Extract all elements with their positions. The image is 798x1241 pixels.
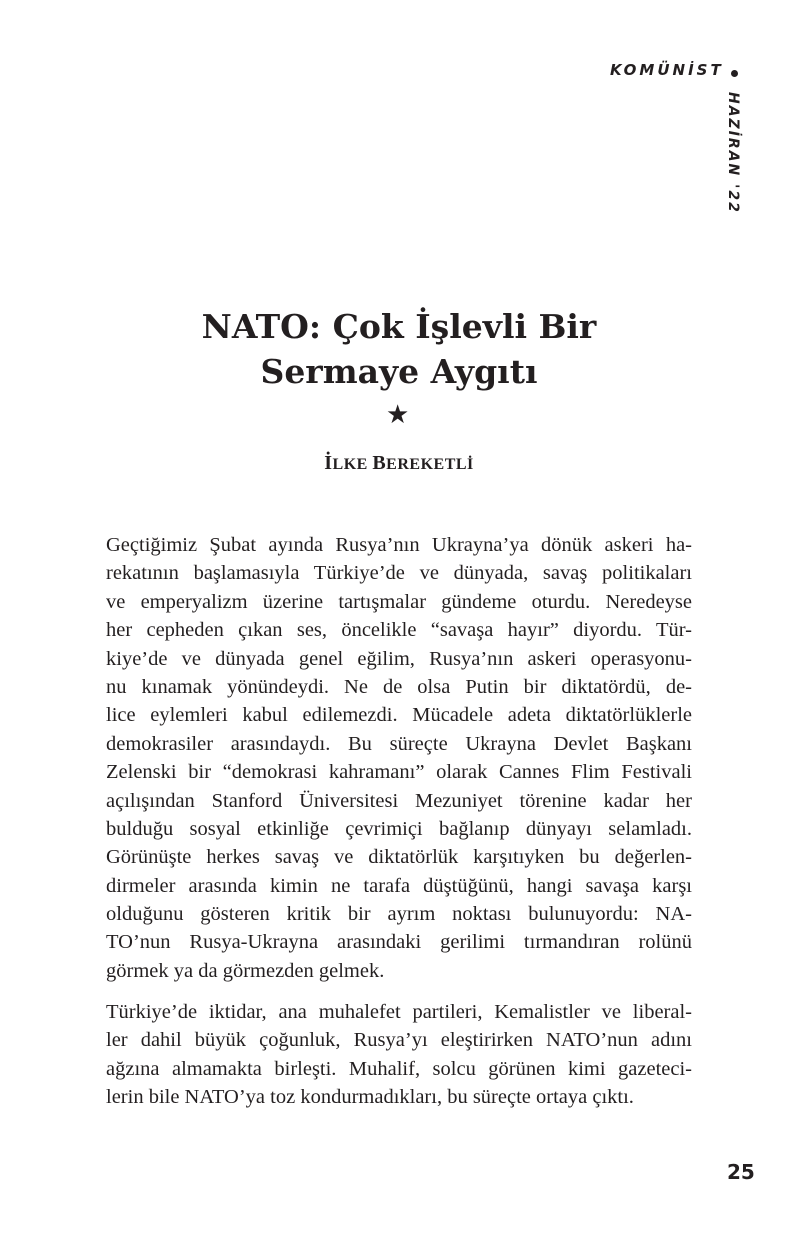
author-last: EREKETLİ <box>386 456 474 473</box>
article-author <box>0 452 798 475</box>
author-initial: İ <box>324 452 333 474</box>
text-line: bulduğu sosyal etkinliğe çevrimiçi bağlanıp dünyayı selamladı. <box>106 817 692 840</box>
text-line: ler dahil büyük çoğunluk, Rusya’yı eleştirirken NATO’nun adını <box>106 1029 692 1052</box>
title-line: Sermaye Aygıtı <box>260 352 538 391</box>
text-line: lice eylemleri kabul edilemezdi. Mücadele adeta diktatörlüklerle <box>106 704 692 727</box>
paragraph-1 <box>106 531 692 985</box>
text-line: ve emperyalizm üzerine tartışmalar gündeme oturdu. Neredeyse <box>106 590 692 613</box>
text-line: Görünüşte herkes savaş ve diktatörlük karşıtıyken bu değerlen- <box>106 846 692 869</box>
separator-dot <box>731 70 738 77</box>
text-line: rekatının başlamasıyla Türkiye’de ve dünyada, savaş politikaları <box>106 562 692 585</box>
issue-date: HAZİRAN '22 <box>725 92 741 214</box>
text-line: ağzına almamakta birleşti. Muhalif, solcu görünen kimi gazeteci- <box>106 1057 692 1080</box>
page-number: 25 <box>727 1160 755 1184</box>
text-line: nu kınamak yönündeydi. Ne de olsa Putin bir diktatördü, de- <box>106 675 692 698</box>
text-line: Zelenski bir “demokrasi kahramanı” olarak Cannes Flim Festivali <box>106 761 692 784</box>
text-line: TO’nun Rusya-Ukrayna arasındaki gerilimi tırmandıran rolünü <box>106 931 692 954</box>
text-line: açılışından Stanford Üniversitesi Mezuniyet törenine kadar her <box>106 789 692 812</box>
article-title <box>0 304 798 394</box>
text-line: görmek ya da görmezden gelmek. <box>106 959 385 982</box>
magazine-name: KOMÜNİST <box>610 61 724 79</box>
text-line: olduğunu gösteren kritik bir ayrım noktası bulunuyordu: NA- <box>106 903 692 926</box>
title-line: NATO: Çok İşlevli Bir <box>201 307 597 346</box>
author-last-initial: B <box>372 452 387 474</box>
text-line: Geçtiğimiz Şubat ayında Rusya’nın Ukrayna’ya dönük askeri ha- <box>106 534 692 556</box>
text-line: Türkiye’de iktidar, ana muhalefet partileri, Kemalistler ve liberal- <box>106 1001 692 1023</box>
star-icon: ★ <box>386 400 410 429</box>
text-line: kiye’de ve dünyada genel eğilim, Rusya’nın askeri operasyonu- <box>106 647 692 670</box>
paragraph-2 <box>106 998 692 1112</box>
text-line: lerin bile NATO’ya toz kondurmadıkları, bu süreçte ortaya çıktı. <box>106 1086 634 1109</box>
text-line: dirmeler arasında kimin ne tarafa düştüğünü, hangi savaşa karşı <box>106 874 692 897</box>
text-line: her cepheden çıkan ses, öncelikle “savaşa hayır” diyordu. Tür- <box>106 619 692 642</box>
author-first: LKE <box>332 456 373 473</box>
text-line: demokrasiler arasındaydı. Bu süreçte Ukrayna Devlet Başkanı <box>106 732 692 755</box>
